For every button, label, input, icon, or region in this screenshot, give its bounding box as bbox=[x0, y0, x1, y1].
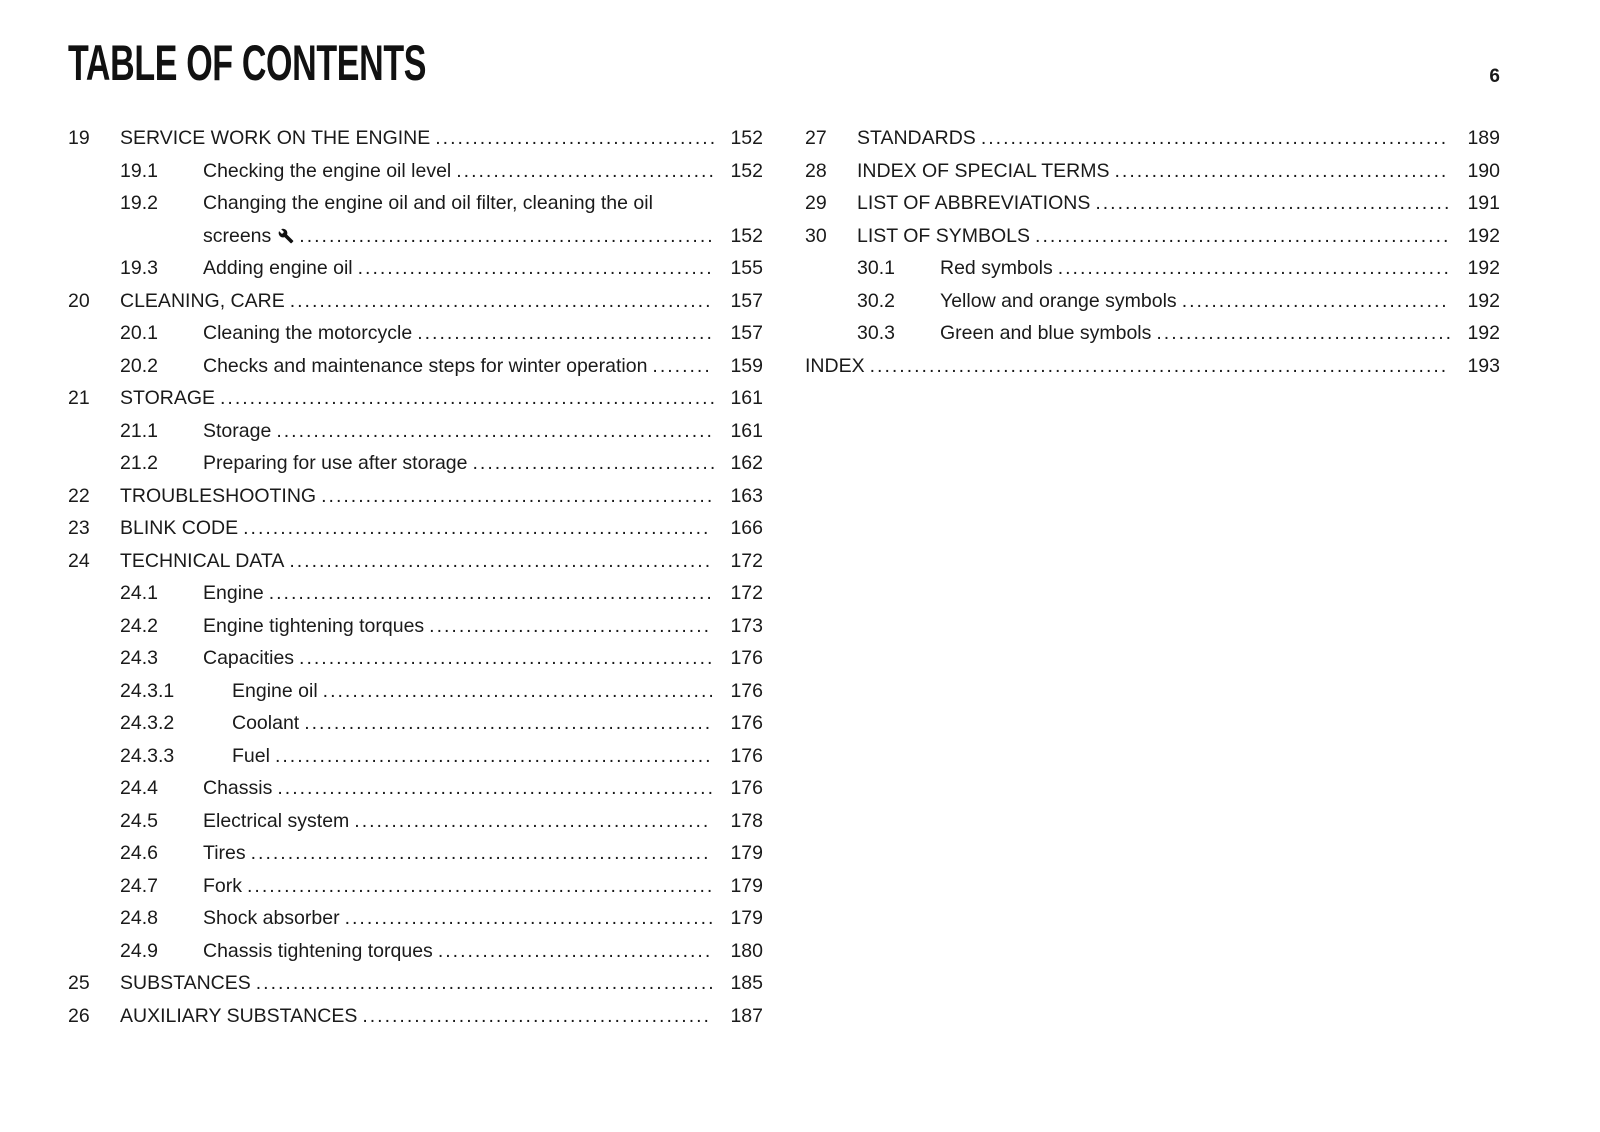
toc-entry-label: Electrical system bbox=[203, 809, 350, 832]
toc-entry-label: Checks and maintenance steps for winter operation bbox=[203, 354, 648, 377]
dot-leader: ......................................................... bbox=[289, 289, 713, 312]
dot-leader: ........................................................... bbox=[274, 744, 713, 767]
toc-entry-title bbox=[940, 317, 1459, 350]
toc-entry-label: Fork bbox=[203, 874, 242, 897]
toc-entry bbox=[68, 772, 763, 805]
toc-entry-title bbox=[857, 187, 1459, 220]
dot-leader: ...................................... bbox=[435, 127, 718, 149]
toc-entry-page: 192 bbox=[1467, 289, 1500, 312]
toc-entry-title bbox=[203, 870, 722, 903]
toc-entry bbox=[805, 220, 1500, 253]
toc-entry-page: 157 bbox=[730, 322, 763, 344]
toc-entry-number: 24.1 bbox=[120, 582, 158, 604]
toc-entry-page: 192 bbox=[1467, 322, 1500, 344]
toc-entry bbox=[805, 317, 1500, 350]
toc-entry bbox=[805, 350, 1500, 383]
dot-leader: ............................................................... bbox=[243, 517, 711, 539]
toc-entry-page: 176 bbox=[730, 744, 763, 767]
dot-leader: .............................................................. bbox=[250, 842, 711, 864]
toc-entry-title bbox=[203, 187, 722, 252]
toc-entry-label: BLINK CODE bbox=[120, 517, 239, 539]
dot-leader: ................................... bbox=[456, 159, 716, 182]
toc-entry-label: Green and blue symbols bbox=[940, 322, 1152, 344]
toc-entry-title bbox=[120, 1000, 722, 1033]
toc-entry bbox=[68, 902, 763, 935]
toc-left-column bbox=[68, 122, 763, 1032]
toc-entry bbox=[68, 707, 763, 740]
dot-leader: ........................................................ bbox=[299, 647, 715, 669]
toc-entry-page: 172 bbox=[730, 582, 763, 604]
toc-entry-number: 24.3 bbox=[120, 647, 158, 669]
toc-entry-title bbox=[120, 480, 722, 513]
toc-entry bbox=[68, 675, 763, 708]
toc-entry-label: TECHNICAL DATA bbox=[120, 549, 285, 572]
toc-entry-page: 159 bbox=[730, 354, 763, 377]
toc-entry bbox=[68, 447, 763, 480]
toc-entry-number: 24 bbox=[68, 549, 90, 572]
toc-entry-number: 27 bbox=[805, 127, 827, 149]
toc-entry bbox=[68, 285, 763, 318]
toc-entry-title bbox=[203, 252, 722, 285]
toc-entry-title bbox=[203, 317, 722, 350]
dot-leader: ..................................... bbox=[437, 939, 713, 962]
toc-entry-number: 24.4 bbox=[120, 777, 158, 799]
toc-entry-title bbox=[203, 155, 722, 188]
toc-entry-number: 24.3.3 bbox=[120, 744, 175, 767]
toc-entry-number: 20.2 bbox=[120, 354, 158, 377]
toc-entry-number: 30.1 bbox=[857, 257, 895, 279]
toc-entry-title bbox=[203, 415, 722, 448]
toc-entry-label: Changing the engine oil and oil filter, cleaning the oil screens bbox=[203, 192, 653, 247]
dot-leader: .............................................................. bbox=[255, 972, 716, 994]
toc-entry-page: 176 bbox=[730, 647, 763, 669]
toc-entry-label: Cleaning the motorcycle bbox=[203, 322, 413, 344]
toc-entry-label: LIST OF ABBREVIATIONS bbox=[857, 192, 1091, 214]
toc-entry bbox=[68, 512, 763, 545]
toc-entry-title bbox=[805, 350, 1459, 383]
toc-entry bbox=[68, 545, 763, 578]
toc-entry-page: 179 bbox=[730, 842, 763, 864]
toc-entry-title bbox=[232, 740, 722, 773]
toc-entry-label: TROUBLESHOOTING bbox=[120, 484, 317, 507]
toc-entry-page: 155 bbox=[730, 257, 763, 279]
toc-entry-page: 190 bbox=[1467, 159, 1500, 182]
toc-entry bbox=[68, 122, 763, 155]
toc-entry-number: 24.7 bbox=[120, 874, 158, 897]
toc-entry-number: 19.1 bbox=[120, 159, 158, 182]
toc-entry-page: 163 bbox=[730, 484, 763, 507]
toc-entry bbox=[68, 610, 763, 643]
toc-entry bbox=[68, 187, 763, 252]
dot-leader: .................................................. bbox=[344, 907, 716, 929]
toc-entry bbox=[805, 187, 1500, 220]
toc-entry-page: 157 bbox=[730, 289, 763, 312]
toc-entry-label: Shock absorber bbox=[203, 907, 340, 929]
toc-entry-label: SUBSTANCES bbox=[120, 972, 251, 994]
dot-leader: ............................................................... bbox=[247, 874, 715, 897]
toc-entry bbox=[805, 285, 1500, 318]
toc-entry-title bbox=[203, 350, 722, 383]
dot-leader: ........................................................... bbox=[277, 777, 716, 799]
dot-leader: ................................................ bbox=[354, 809, 711, 832]
toc-entry-page: 152 bbox=[730, 224, 763, 247]
toc-entry-title bbox=[120, 122, 722, 155]
toc-entry bbox=[68, 155, 763, 188]
toc-entry bbox=[68, 805, 763, 838]
toc-entry-label: Preparing for use after storage bbox=[203, 452, 468, 474]
toc-entry-label: INDEX bbox=[805, 354, 865, 377]
dot-leader: ...................................... bbox=[429, 614, 712, 637]
toc-entry-label: Coolant bbox=[232, 712, 300, 734]
toc-entry bbox=[68, 480, 763, 513]
toc-entry-label: CLEANING, CARE bbox=[120, 289, 285, 312]
toc-entry bbox=[68, 967, 763, 1000]
toc-entry-number: 25 bbox=[68, 972, 90, 994]
toc-entry-label: Engine oil bbox=[232, 679, 318, 702]
toc-entry-page: 189 bbox=[1467, 127, 1500, 149]
dot-leader: .............................................................................. bbox=[869, 354, 1449, 377]
toc-entry-number: 26 bbox=[68, 1004, 90, 1027]
dot-leader: ............................................... bbox=[362, 1004, 711, 1027]
dot-leader: ......................................................... bbox=[289, 549, 713, 572]
toc-entry-title bbox=[857, 122, 1459, 155]
toc-entry-page: 180 bbox=[730, 939, 763, 962]
toc-entry bbox=[68, 870, 763, 903]
toc-entry-title bbox=[120, 545, 722, 578]
toc-entry bbox=[805, 252, 1500, 285]
toc-entry-number: 20.1 bbox=[120, 322, 158, 344]
toc-entry-title bbox=[203, 935, 722, 968]
toc-entry-page: 185 bbox=[730, 972, 763, 994]
toc-entry bbox=[68, 252, 763, 285]
toc-entry-number: 19.3 bbox=[120, 257, 158, 279]
toc-entry-label: Capacities bbox=[203, 647, 295, 669]
toc-entry-title bbox=[857, 220, 1459, 253]
toc-entry-label: Engine bbox=[203, 582, 264, 604]
toc-entry-title bbox=[203, 902, 722, 935]
toc-entry-number: 30.2 bbox=[857, 289, 895, 312]
toc-entry-label: Checking the engine oil level bbox=[203, 159, 452, 182]
toc-entry-number: 24.8 bbox=[120, 907, 158, 929]
toc-columns bbox=[68, 122, 1500, 1032]
toc-entry-page: 176 bbox=[730, 679, 763, 702]
toc-entry-number: 30 bbox=[805, 224, 827, 247]
toc-entry-page: 172 bbox=[730, 549, 763, 572]
toc-entry-page: 161 bbox=[730, 419, 763, 442]
dot-leader: ........................................................ bbox=[299, 224, 715, 247]
toc-entry-page: 178 bbox=[730, 809, 763, 832]
toc-entry-page: 152 bbox=[730, 127, 763, 149]
toc-entry-title bbox=[232, 675, 722, 708]
dot-leader: ........................................................ bbox=[1035, 224, 1451, 247]
toc-entry-page: 173 bbox=[730, 614, 763, 637]
toc-entry-page: 166 bbox=[730, 517, 763, 539]
toc-entry-number: 21 bbox=[68, 387, 90, 409]
toc-entry-title bbox=[203, 837, 722, 870]
dot-leader: ........................................................... bbox=[276, 419, 714, 442]
dot-leader: ................................. bbox=[472, 452, 718, 474]
toc-entry-page: 187 bbox=[730, 1004, 763, 1027]
toc-entry-title bbox=[120, 285, 722, 318]
toc-entry-number: 24.6 bbox=[120, 842, 158, 864]
toc-entry bbox=[68, 642, 763, 675]
toc-entry-label: Storage bbox=[203, 419, 272, 442]
dot-leader: ........................................ bbox=[1156, 322, 1454, 344]
dot-leader: .................................... bbox=[1181, 289, 1449, 312]
folio-page-number: 6 bbox=[1489, 66, 1500, 87]
toc-entry bbox=[68, 317, 763, 350]
toc-entry-number: 19.2 bbox=[120, 192, 158, 214]
toc-entry-label: AUXILIARY SUBSTANCES bbox=[120, 1004, 358, 1027]
toc-entry-number: 28 bbox=[805, 159, 827, 182]
toc-entry-label: Chassis tightening torques bbox=[203, 939, 433, 962]
toc-entry-label: Engine tightening torques bbox=[203, 614, 425, 637]
toc-entry bbox=[805, 122, 1500, 155]
toc-entry-label: Tires bbox=[203, 842, 246, 864]
toc-entry-number: 21.1 bbox=[120, 419, 158, 442]
toc-entry-label: Red symbols bbox=[940, 257, 1053, 279]
wrench-icon bbox=[278, 228, 294, 244]
toc-entry-label: LIST OF SYMBOLS bbox=[857, 224, 1031, 247]
toc-entry-number: 29 bbox=[805, 192, 827, 214]
toc-entry bbox=[68, 935, 763, 968]
toc-entry bbox=[68, 1000, 763, 1033]
toc-entry-title bbox=[203, 610, 722, 643]
toc-entry-number: 22 bbox=[68, 484, 90, 507]
toc-entry-title bbox=[203, 642, 722, 675]
toc-entry-title bbox=[203, 577, 722, 610]
dot-leader: ........................................ bbox=[417, 322, 714, 344]
toc-right-column bbox=[805, 122, 1500, 1032]
dot-leader: ....................................................... bbox=[304, 712, 713, 734]
toc-entry-number: 20 bbox=[68, 289, 90, 312]
toc-entry-label: Chassis bbox=[203, 777, 273, 799]
toc-entry bbox=[68, 837, 763, 870]
toc-entry-title bbox=[120, 382, 722, 415]
toc-entry-number: 24.3.2 bbox=[120, 712, 175, 734]
toc-entry-page: 191 bbox=[1467, 192, 1500, 214]
page-header bbox=[68, 34, 1500, 92]
toc-entry-label: STANDARDS bbox=[857, 127, 976, 149]
toc-entry-number: 24.5 bbox=[120, 809, 158, 832]
toc-entry-page: 193 bbox=[1467, 354, 1500, 377]
toc-entry-label: STORAGE bbox=[120, 387, 215, 409]
toc-entry-page: 161 bbox=[730, 387, 763, 409]
dot-leader: ................................................ bbox=[1095, 192, 1452, 214]
page-title: TABLE OF CONTENTS bbox=[68, 35, 427, 91]
toc-entry-title bbox=[232, 707, 722, 740]
dot-leader: ..................................................... bbox=[1057, 257, 1451, 279]
toc-entry-label: Adding engine oil bbox=[203, 257, 353, 279]
toc-entry-page: 162 bbox=[730, 452, 763, 474]
toc-entry-number: 24.2 bbox=[120, 614, 158, 637]
toc-entry-label: Yellow and orange symbols bbox=[940, 289, 1177, 312]
toc-entry-page: 176 bbox=[730, 712, 763, 734]
toc-entry bbox=[68, 382, 763, 415]
dot-leader: ............................................. bbox=[1114, 159, 1449, 182]
toc-entry-number: 19 bbox=[68, 127, 90, 149]
toc-entry-number: 23 bbox=[68, 517, 90, 539]
dot-leader: ..................................................... bbox=[322, 679, 716, 702]
toc-entry-page: 179 bbox=[730, 907, 763, 929]
dot-leader: ................................................................... bbox=[220, 387, 717, 409]
toc-entry-number: 24.3.1 bbox=[120, 679, 175, 702]
dot-leader: ................................................ bbox=[357, 257, 714, 279]
toc-entry-title bbox=[940, 285, 1459, 318]
toc-entry-title bbox=[203, 447, 722, 480]
toc-entry bbox=[68, 577, 763, 610]
toc-entry-page: 152 bbox=[730, 159, 763, 182]
dot-leader: ........ bbox=[652, 354, 712, 377]
toc-entry-title bbox=[203, 805, 722, 838]
toc-entry-page: 179 bbox=[730, 874, 763, 897]
toc-entry-title bbox=[857, 155, 1459, 188]
toc-entry-label: Fuel bbox=[232, 744, 270, 767]
toc-entry-title bbox=[120, 512, 722, 545]
toc-entry bbox=[68, 415, 763, 448]
toc-entry-title bbox=[120, 967, 722, 1000]
dot-leader: ............................................................... bbox=[980, 127, 1449, 149]
toc-entry-number: 24.9 bbox=[120, 939, 158, 962]
toc-entry bbox=[68, 740, 763, 773]
toc-entry-label: INDEX OF SPECIAL TERMS bbox=[857, 159, 1110, 182]
dot-leader: ............................................................ bbox=[268, 582, 714, 604]
toc-entry-page: 192 bbox=[1467, 224, 1500, 247]
toc-entry-title bbox=[203, 772, 722, 805]
dot-leader: ..................................................... bbox=[321, 484, 715, 507]
toc-entry-number: 30.3 bbox=[857, 322, 895, 344]
toc-entry bbox=[805, 155, 1500, 188]
toc-entry-label: SERVICE WORK ON THE ENGINE bbox=[120, 127, 431, 149]
toc-entry-number: 21.2 bbox=[120, 452, 158, 474]
toc-entry-page: 192 bbox=[1467, 257, 1500, 279]
toc-entry-page: 176 bbox=[730, 777, 763, 799]
toc-entry bbox=[68, 350, 763, 383]
toc-entry-title bbox=[940, 252, 1459, 285]
